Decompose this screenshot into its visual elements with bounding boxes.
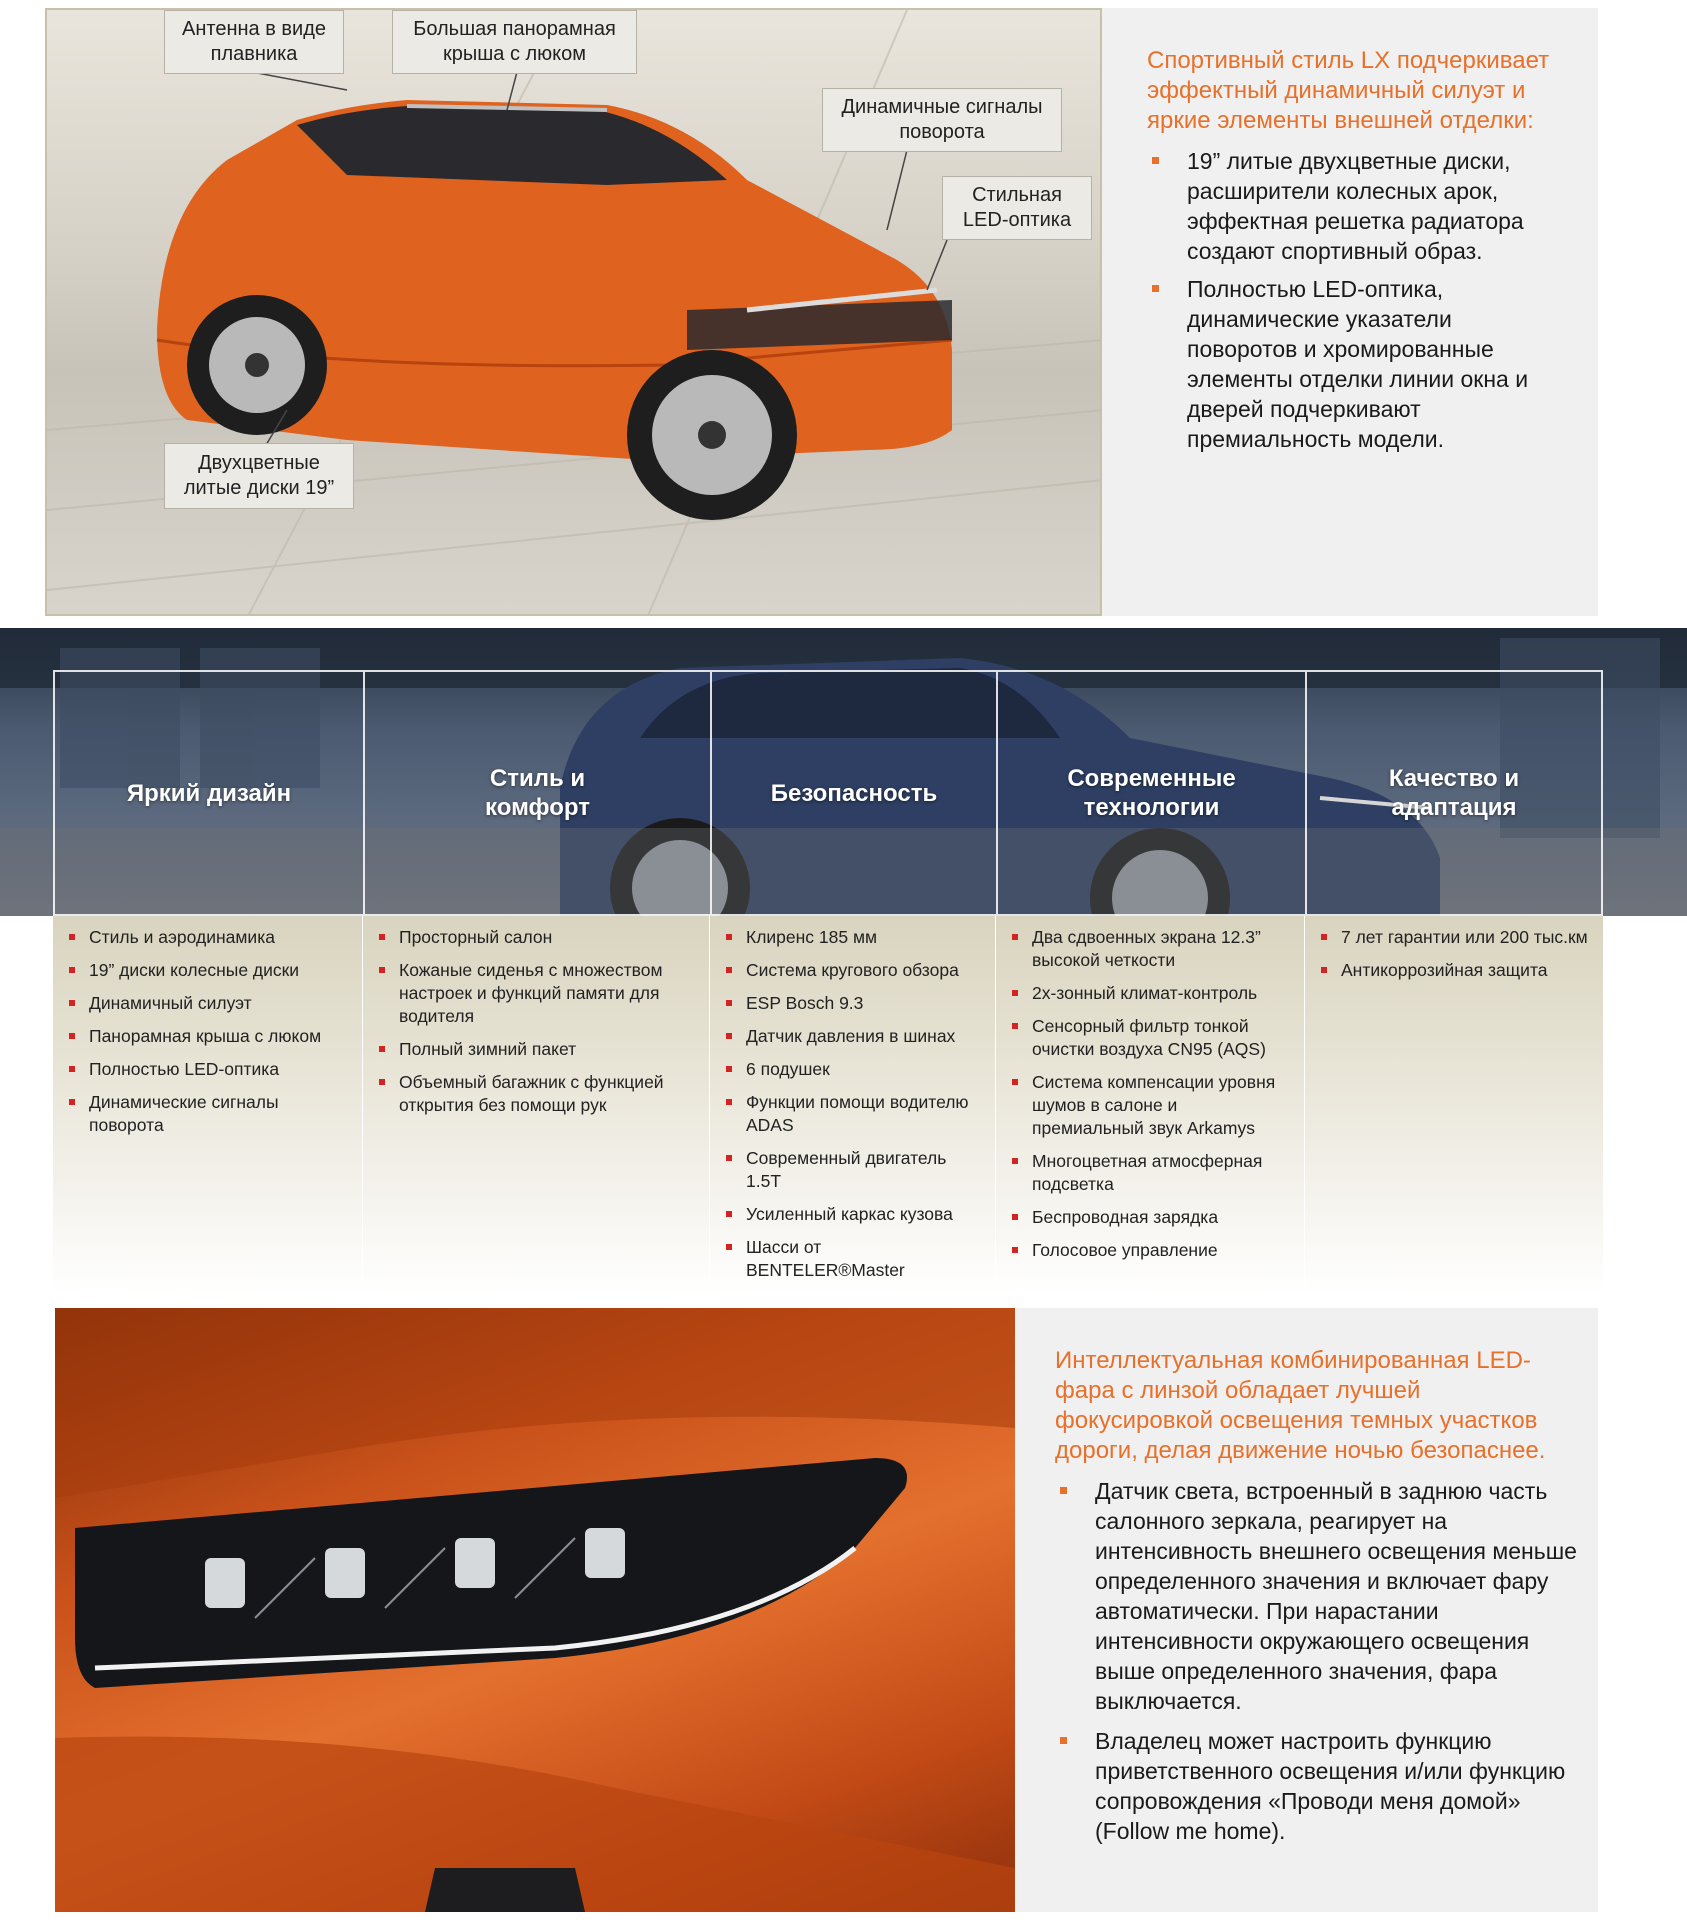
category-quality: Качество и адаптация — [1388, 765, 1520, 821]
feature-column-quality — [1305, 916, 1603, 1294]
list-item: Антикоррозийная защита — [1319, 959, 1591, 982]
list-item: Динамичный силуэт — [67, 992, 350, 1015]
list-item: ESP Bosch 9.3 — [724, 992, 983, 1015]
style-bullet-list — [1147, 146, 1568, 454]
list-item: 7 лет гарантии или 200 тыс.км — [1319, 926, 1591, 949]
feature-column-design — [53, 916, 363, 1294]
list-item: Датчик давления в шинах — [724, 1025, 983, 1048]
category-style-comfort: Стиль и комфорт — [365, 672, 712, 914]
feature-category-headers — [53, 670, 1603, 916]
category-technologies: Современные технологии — [998, 672, 1307, 914]
callout-antenna: Антенна в виде плавника — [164, 10, 344, 74]
list-item: Функции помощи водителю ADAS — [724, 1091, 983, 1137]
list-item: Многоцветная атмосферная подсветка — [1010, 1150, 1292, 1196]
list-item: Объемный багажник с функцией открытия без помощи рук — [377, 1071, 697, 1117]
headlight-description-panel — [1015, 1308, 1598, 1912]
headlight-bullet-list — [1055, 1476, 1578, 1846]
list-item: Система компенсации уровня шумов в салоне и премиальный звук Arkamys — [1010, 1071, 1292, 1140]
list-item: Два сдвоенных экрана 12.3” высокой четкости — [1010, 926, 1292, 972]
orange-suv-photo — [45, 8, 1102, 616]
list-item: Стиль и аэродинамика — [67, 926, 350, 949]
callout-led-optics: Стильная LED-оптика — [942, 176, 1092, 240]
list-item: Голосовое управление — [1010, 1239, 1292, 1262]
list-item: 2х-зонный климат-контроль — [1010, 982, 1292, 1005]
list-item: Владелец может настроить функцию приветственного освещения и/или функцию сопровождения «Проводи меня домой» (Follow me home). — [1055, 1726, 1578, 1846]
list-item: 19” литые двухцветные диски, расширители колесных арок, эффектная решетка радиатора создают спортивный образ. — [1147, 146, 1568, 266]
feature-column-safety — [710, 916, 996, 1294]
list-item: Датчик света, встроенный в заднюю часть салонного зеркала, реагирует на интенсивность внешнего освещения меньше определенного значения и включает фару автоматически. При нарастании интенсивности окружающего освещения выше определенного значения, фара выключается. — [1055, 1476, 1578, 1716]
list-item: Современный двигатель 1.5T — [724, 1147, 983, 1193]
style-description-panel — [1102, 8, 1598, 616]
callout-turn-signals: Динамичные сигналы поворота — [822, 88, 1062, 152]
callout-wheels: Двухцветные литые диски 19” — [164, 443, 354, 509]
feature-column-comfort — [363, 916, 710, 1294]
feature-column-technologies — [996, 916, 1305, 1294]
list-item: Кожаные сиденья с множеством настроек и функций памяти для водителя — [377, 959, 697, 1028]
headlight-illustration — [55, 1308, 1015, 1912]
list-item: Клиренс 185 мм — [724, 926, 983, 949]
list-item: Усиленный каркас кузова — [724, 1203, 983, 1226]
list-item: Просторный салон — [377, 926, 697, 949]
list-item: Полный зимний пакет — [377, 1038, 697, 1061]
list-item: 19” диски колесные диски — [67, 959, 350, 982]
list-item: 6 подушек — [724, 1058, 983, 1081]
list-item: Полностью LED-оптика — [67, 1058, 350, 1081]
list-item: Динамические сигналы поворота — [67, 1091, 350, 1137]
list-item: Беспроводная зарядка — [1010, 1206, 1292, 1229]
list-item: Шасси от BENTELER®Master — [724, 1236, 983, 1282]
headlight-lead-text: Интеллектуальная комбинированная LED-фара с линзой обладает лучшей фокусировкой освещения темных участков дороги, делая движение ночью безопаснее. — [1055, 1347, 1546, 1464]
category-safety: Безопасность — [712, 672, 998, 914]
category-bright-design: Яркий дизайн — [55, 672, 365, 914]
list-item: Сенсорный фильтр тонкой очистки воздуха CN95 (AQS) — [1010, 1015, 1292, 1061]
feature-lists — [53, 916, 1603, 1294]
headlight-photo — [55, 1308, 1015, 1912]
list-item: Система кругового обзора — [724, 959, 983, 982]
list-item: Полностью LED-оптика, динамические указатели поворотов и хромированные элементы отделки линии окна и дверей подчеркивают премиальность модели. — [1147, 274, 1568, 454]
style-lead-text: Спортивный стиль LX подчеркивает эффектный динамичный силуэт и яркие элементы внешней отделки: — [1147, 47, 1550, 134]
callout-panoramic-roof: Большая панорамная крыша с люком — [392, 10, 637, 74]
list-item: Панорамная крыша с люком — [67, 1025, 350, 1048]
